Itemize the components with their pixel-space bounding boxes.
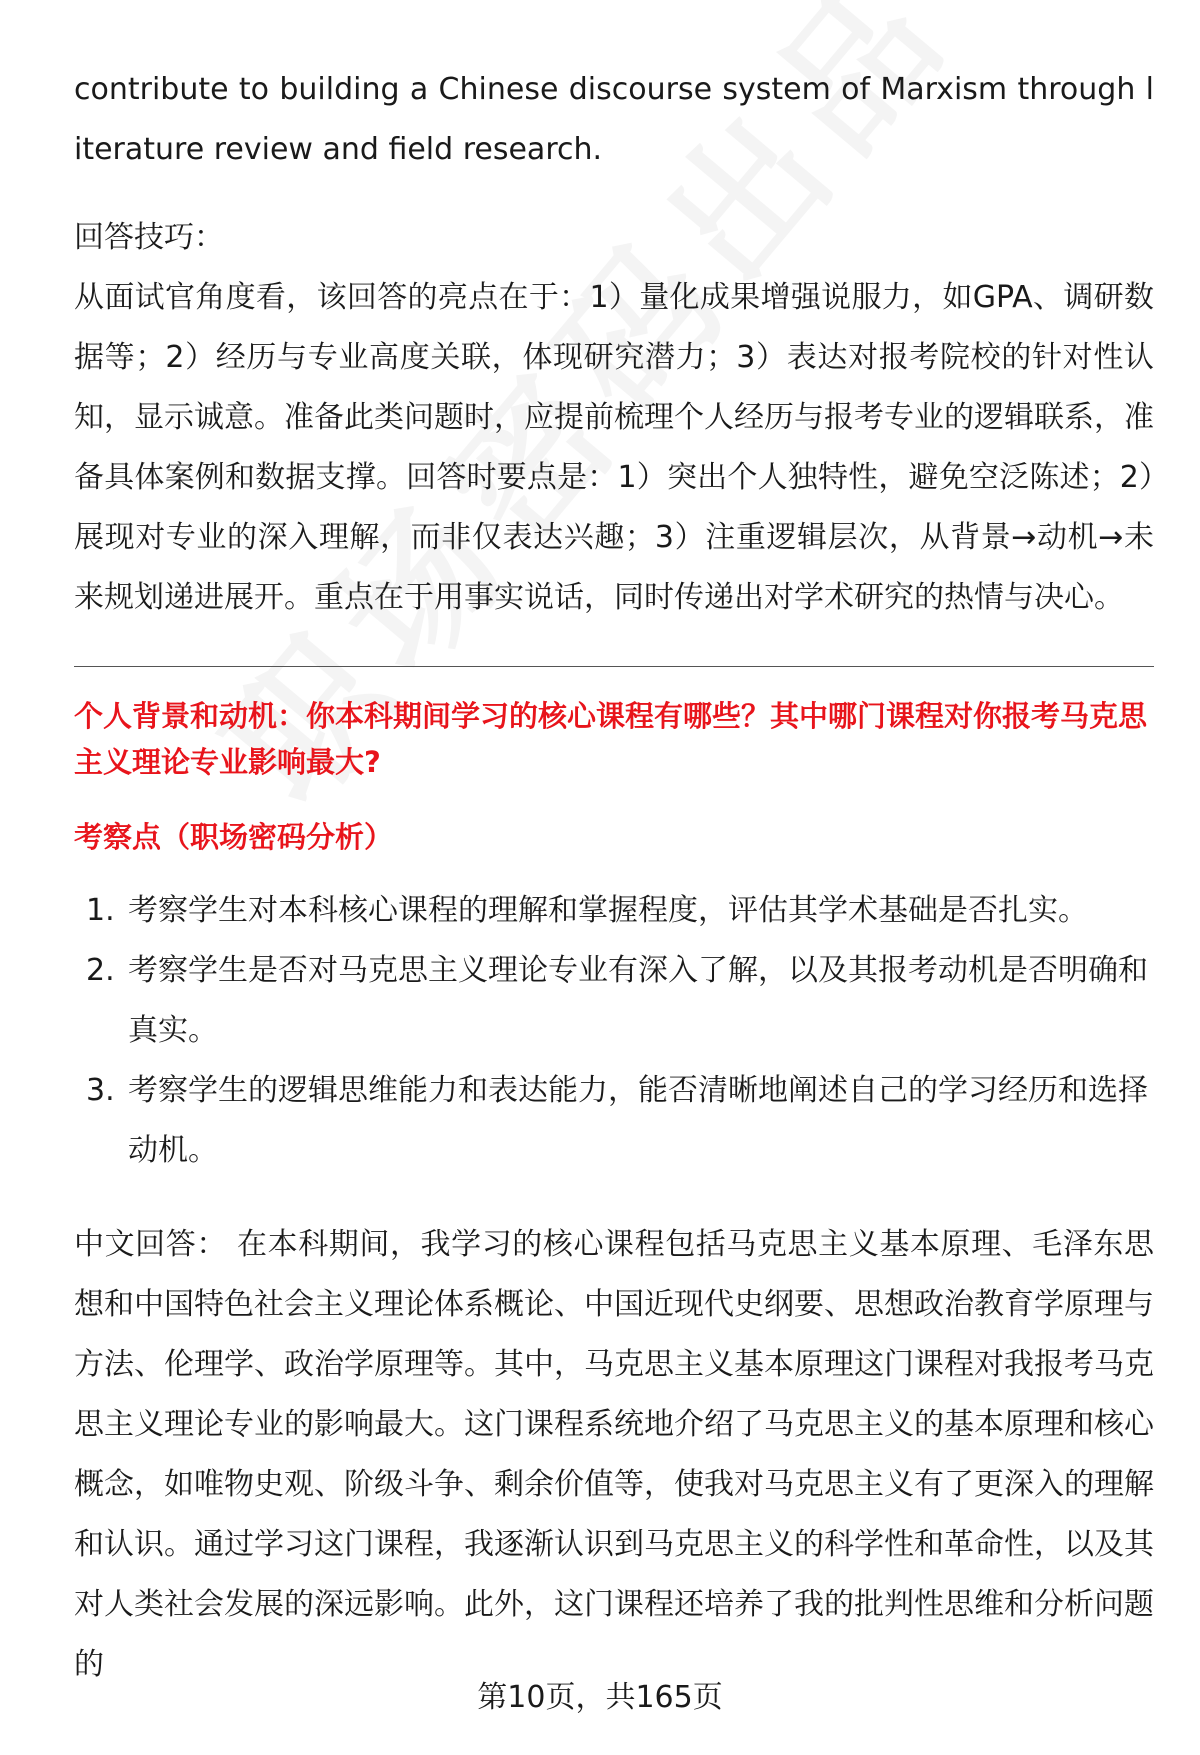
list-item-text: 考察学生的逻辑思维能力和表达能力，能否清晰地阐述自己的学习经历和选择动机。 xyxy=(128,1073,1148,1168)
question-heading: 个人背景和动机：你本科期间学习的核心课程有哪些？其中哪门课程对你报考马克思主义理论专业影响最大? xyxy=(74,699,1148,779)
document-page xyxy=(74,60,1154,1695)
list-item xyxy=(74,881,1154,941)
list-item-text: 考察学生是否对马克思主义理论专业有深入了解，以及其报考动机是否明确和真实。 xyxy=(128,953,1148,1048)
chinese-answer: 中文回答： 在本科期间，我学习的核心课程包括马克思主义基本原理、毛泽东思想和中国特色社会主义理论体系概论、中国近现代史纲要、思想政治教育学原理与方法、伦理学、政治学原理等。其中，马克思主义基本原理这门课程对我报考马克思主义理论专业的影响最大。这门课程系统地介绍了马克思主义的基本原理和核心概念，如唯物史观、阶级斗争、剩余价值等，使我对马克思主义有了更深入的理解和认识。通过学习这门课程，我逐渐认识到马克思主义的科学性和革命性，以及其对人类社会发展的深远影响。此外，这门课程还培养了我的批判性思维和分析问题的 xyxy=(74,1227,1154,1682)
list-item xyxy=(74,941,1154,1061)
list-item-number: 2. xyxy=(86,953,115,988)
tips-label: 回答技巧： xyxy=(74,220,224,255)
list-item-text: 考察学生对本科核心课程的理解和掌握程度，评估其学术基础是否扎实。 xyxy=(128,893,1088,928)
assessment-list xyxy=(74,881,1154,1181)
list-item xyxy=(74,1061,1154,1181)
page-number-footer: 第10页，共165页 xyxy=(477,1680,723,1715)
tips-body: 从面试官角度看，该回答的亮点在于：1）量化成果增强说服力，如GPA、调研数据等；2）经历与专业高度关联，体现研究潜力；3）表达对报考院校的针对性认知，显示诚意。准备此类问题时，应提前梳理个人经历与报考专业的逻辑联系，准备具体案例和数据支撑。回答时要点是：1）突出个人独特性，避免空泛陈述；2）展现对专业的深入理解，而非仅表达兴趣；3）注重逻辑层次，从背景→动机→未来规划递进展开。重点在于用事实说话，同时传递出对学术研究的热情与决心。 xyxy=(74,280,1154,615)
list-item-number: 1. xyxy=(86,893,115,928)
list-item-number: 3. xyxy=(86,1073,115,1108)
intro-paragraph: contribute to building a Chinese discourse system of Marxism through literature review and field research. xyxy=(74,72,1154,167)
assessment-heading: 考察点（职场密码分析） xyxy=(74,820,394,854)
